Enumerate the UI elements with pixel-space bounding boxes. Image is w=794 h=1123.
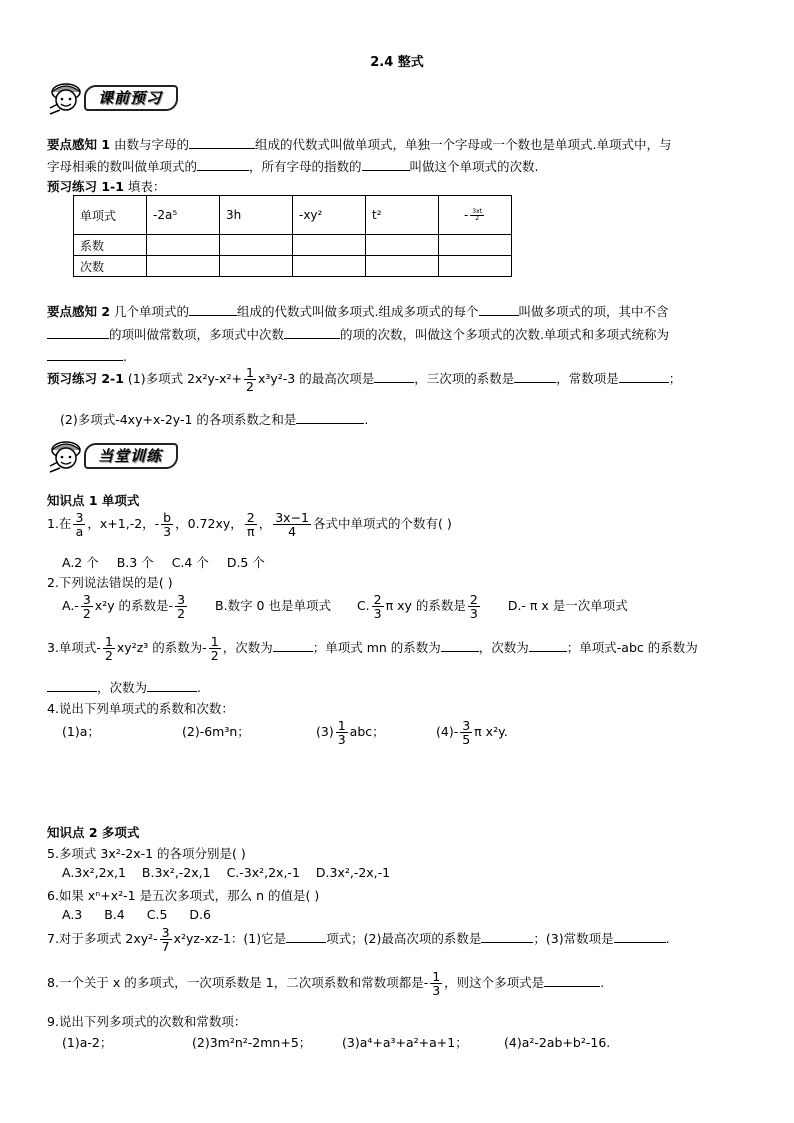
denominator: 5 (462, 732, 471, 748)
answer-blank[interactable] (619, 369, 669, 383)
fraction (175, 593, 187, 620)
question-4-item-3 (316, 719, 436, 746)
denominator: 2 (475, 214, 480, 222)
text: 3.单项式- (47, 640, 101, 656)
option-d[interactable]: D.3x²,-2x,-1 (315, 865, 391, 880)
denominator: 2 (246, 379, 254, 395)
key-point-1-line-2 (47, 157, 539, 175)
question-5-options (62, 865, 390, 880)
table-header-cell: t² (366, 196, 439, 235)
answer-blank[interactable] (197, 157, 249, 171)
text: ；(3)常数项是 (533, 931, 614, 947)
question-9-items (62, 1033, 610, 1051)
fraction (430, 970, 442, 997)
question-8 (47, 970, 604, 997)
option-c[interactable]: C.5 (146, 907, 168, 922)
table-cell[interactable] (366, 235, 439, 256)
numerator: 3x−1 (275, 510, 310, 525)
denominator: 2 (82, 606, 91, 622)
text: π x²y. (474, 724, 508, 740)
answer-blank[interactable] (273, 638, 313, 652)
question-9-item-3: (3)a⁴+a³+a²+a+1； (342, 1035, 468, 1050)
text: ，x+1,-2，- (87, 516, 160, 532)
option-c[interactable] (356, 592, 482, 622)
denominator: 3 (337, 732, 346, 748)
question-9-item-4: (4)a²-2ab+b²-16. (504, 1035, 611, 1050)
fraction (468, 593, 480, 620)
text: 填表： (123, 179, 166, 194)
knowledge-point-1-title: 知识点 1 单项式 (47, 493, 140, 508)
text: xy²z³ 的系数为- (116, 640, 207, 656)
exercise-2-1-q1 (47, 366, 681, 393)
option-a[interactable] (62, 592, 189, 622)
answer-blank[interactable] (544, 973, 600, 987)
table-cell[interactable] (439, 256, 512, 277)
text: 1.在 (47, 516, 72, 532)
denominator: 3 (432, 983, 441, 999)
question-4-stem: 4.说出下列单项式的系数和次数： (47, 701, 234, 716)
table-cell[interactable] (220, 235, 293, 256)
fill-table (73, 195, 512, 277)
answer-blank[interactable] (47, 325, 109, 339)
text: 各式中单项式的个数有( ) (313, 516, 452, 532)
question-4-item-2: (2)-6m³n； (182, 724, 250, 740)
option-a[interactable]: A.3x²,2x,1 (62, 865, 126, 880)
text: 由数与字母的 (110, 137, 190, 152)
text: (4)- (436, 724, 459, 740)
text: x²y 的系数是- (94, 598, 174, 614)
fraction (73, 511, 85, 538)
answer-blank[interactable] (47, 347, 123, 361)
text: 的项的次数，叫做这个多项式的次数.单项式和多项式统称为 (340, 327, 669, 342)
exercise-1-1-label: 预习练习 1-1 (47, 179, 124, 194)
numerator: 3 (462, 718, 471, 733)
class-training-badge (46, 436, 178, 476)
question-9-item-1: (1)a-2； (62, 1035, 113, 1050)
answer-blank[interactable] (529, 638, 567, 652)
table-cell[interactable] (147, 256, 220, 277)
table-header-cell: -xy² (293, 196, 366, 235)
denominator: 4 (288, 524, 297, 540)
denominator: 2 (104, 648, 113, 664)
question-4-item-1: (1)a； (62, 724, 100, 740)
numerator: 3 (161, 925, 170, 940)
option-c[interactable]: C.-3x²,2x,-1 (226, 865, 300, 880)
numerator: 1 (210, 634, 219, 649)
option-d[interactable]: D.- π x 是一次单项式 (507, 598, 628, 614)
fraction (372, 593, 384, 620)
table-row-label: 系数 (74, 235, 147, 256)
text: (1)多项式 2x²y-x²+ (123, 371, 243, 387)
text: ，则这个多项式是 (444, 975, 545, 991)
text: ，0.72xy， (175, 516, 243, 532)
text: . (364, 412, 369, 427)
numerator: 1 (246, 365, 254, 380)
text: ；单项式-abc 的系数为 (566, 640, 698, 656)
option-b[interactable]: B.数字 0 也是单项式 (215, 598, 331, 614)
numerator: 2 (373, 592, 382, 607)
text: ，所有字母的指数的 (249, 159, 362, 174)
denominator: 3 (469, 606, 478, 622)
knowledge-point-2-title: 知识点 2 多项式 (47, 825, 140, 840)
table-cell[interactable] (293, 256, 366, 277)
class-training-badge-label: 当堂训练 (84, 443, 178, 469)
fraction (81, 593, 93, 620)
text: ，常数项是 (556, 371, 619, 387)
numerator: 3 (82, 592, 91, 607)
numerator: 1 (432, 969, 441, 984)
fraction (273, 511, 311, 538)
answer-blank[interactable] (47, 678, 97, 692)
numerator: 3xt (472, 207, 483, 215)
text: . (197, 680, 201, 695)
text: 组成的代数式叫做多项式.组成多项式的每个 (237, 304, 479, 319)
fraction (161, 511, 173, 538)
denominator: 3 (163, 524, 172, 540)
text: x²yz-xz-1：(1)它是 (173, 931, 287, 947)
option-b[interactable]: B.3x²,-2x,1 (141, 865, 211, 880)
table-row-label: 次数 (74, 256, 147, 277)
key-point-1-line-1 (47, 135, 672, 153)
table-cell[interactable] (293, 235, 366, 256)
key-point-2-line-2 (47, 325, 669, 343)
text: ；单项式 mn 的系数为 (312, 640, 441, 656)
answer-blank[interactable] (189, 302, 237, 316)
answer-blank[interactable] (284, 325, 340, 339)
table-cell[interactable] (439, 235, 512, 256)
fraction (336, 719, 348, 746)
preview-badge (46, 78, 178, 118)
numerator: 3 (177, 592, 186, 607)
text: ，次数为 (97, 680, 148, 695)
question-6-stem: 6.如果 xⁿ+x²-1 是五次多项式，那么 n 的值是( ) (47, 888, 320, 903)
option-d[interactable]: D.5 个 (226, 555, 265, 570)
answer-blank[interactable] (441, 638, 479, 652)
text: π xy 的系数是 (385, 598, 466, 614)
question-2-stem: 2.下列说法错误的是( ) (47, 575, 173, 590)
text: abc； (349, 724, 385, 740)
question-4-item-4 (436, 718, 508, 748)
question-1 (47, 511, 452, 538)
table-header-cell: -2a⁵ (147, 196, 220, 235)
answer-blank[interactable] (286, 929, 326, 943)
denominator: 3 (373, 606, 382, 622)
table-cell[interactable] (147, 235, 220, 256)
denominator: a (75, 524, 84, 540)
answer-blank[interactable] (296, 410, 364, 424)
exercise-2-1-q2 (60, 410, 368, 428)
fraction (160, 926, 172, 953)
answer-blank[interactable] (481, 929, 533, 943)
text: 7.对于多项式 2xy²- (47, 931, 158, 947)
fraction (470, 209, 484, 223)
key-point-2-label: 要点感知 2 (47, 304, 111, 319)
answer-blank[interactable] (514, 369, 556, 383)
key-point-1-label: 要点感知 1 (47, 137, 111, 152)
table-header-cell (439, 196, 512, 235)
answer-blank[interactable] (479, 302, 519, 316)
answer-blank[interactable] (189, 135, 255, 149)
key-point-2-line-1 (47, 302, 669, 320)
text: (2)多项式-4xy+x-2y-1 的各项系数之和是 (60, 412, 297, 427)
text: 8.一个关于 x 的多项式，一次项系数是 1，二次项系数和常数项都是- (47, 975, 429, 991)
text: ，次数为 (222, 640, 273, 656)
table-cell[interactable] (366, 256, 439, 277)
option-a[interactable]: A.2 个 (62, 555, 99, 570)
text: . (600, 975, 605, 991)
text: ，三次项的系数是 (414, 371, 515, 387)
answer-blank[interactable] (614, 929, 666, 943)
table-header-cell: 单项式 (74, 196, 147, 235)
exercise-1-1 (47, 177, 165, 195)
text: x³y²-3 的最高次项是 (257, 371, 375, 387)
fraction (209, 635, 221, 662)
text: 叫做这个单项式的次数. (409, 159, 539, 174)
text: . (123, 349, 127, 364)
option-c[interactable]: C.4 个 (171, 555, 209, 570)
text: 几个单项式的 (110, 304, 190, 319)
question-4-items (62, 719, 762, 746)
denominator: π (246, 524, 255, 540)
option-d[interactable]: D.6 (189, 907, 211, 922)
answer-blank[interactable] (374, 369, 414, 383)
denominator: 7 (161, 939, 170, 955)
answer-blank[interactable] (147, 678, 197, 692)
question-9-stem: 9.说出下列多项式的次数和常数项： (47, 1014, 247, 1029)
text: - (463, 207, 469, 222)
question-7 (47, 926, 670, 953)
question-1-options (62, 553, 265, 571)
question-5-stem: 5.多项式 3x²-2x-1 的各项分别是( ) (47, 846, 246, 861)
text: . (665, 931, 670, 947)
text: ， (258, 516, 272, 532)
numerator: 1 (104, 634, 113, 649)
option-b[interactable]: B.4 (104, 907, 125, 922)
denominator: 2 (177, 606, 186, 622)
key-point-2-line-3 (47, 347, 127, 364)
table-cell[interactable] (220, 256, 293, 277)
numerator: 3 (75, 510, 84, 525)
page-title: 2.4 整式 (370, 55, 424, 70)
denominator: 2 (210, 648, 219, 664)
text: ； (668, 371, 682, 387)
text: A.- (62, 598, 79, 614)
exercise-2-1-label: 预习练习 2-1 (47, 371, 124, 387)
fraction (245, 511, 257, 538)
numerator: b (163, 510, 172, 525)
text: 项式；(2)最高次项的系数是 (326, 931, 482, 947)
numerator: 2 (469, 592, 478, 607)
question-6-options (62, 907, 211, 922)
text: 组成的代数式叫做单项式，单独一个字母或一个数也是单项式.单项式中，与 (255, 137, 672, 152)
fraction (460, 719, 472, 746)
answer-blank[interactable] (362, 157, 410, 171)
text: 的项叫做常数项，多项式中次数 (109, 327, 285, 342)
text: C. (356, 598, 370, 614)
text: (3) (316, 724, 334, 740)
option-a[interactable]: A.3 (62, 907, 83, 922)
question-3-line-2 (47, 678, 201, 696)
fraction (244, 366, 256, 393)
question-9-item-2: (2)3m²n²-2mn+5； (192, 1035, 312, 1050)
numerator: 1 (337, 718, 346, 733)
text: 字母相乘的数叫做单项式的 (47, 159, 198, 174)
option-b[interactable]: B.3 个 (116, 555, 154, 570)
text: ，次数为 (478, 640, 529, 656)
question-3-line-1 (47, 635, 698, 662)
numerator: 2 (246, 510, 255, 525)
fraction (103, 635, 115, 662)
table-header-cell: 3h (220, 196, 293, 235)
text: 叫做多项式的项，其中不含 (518, 304, 669, 319)
question-2-options (62, 593, 628, 620)
preview-badge-label: 课前预习 (84, 85, 178, 111)
